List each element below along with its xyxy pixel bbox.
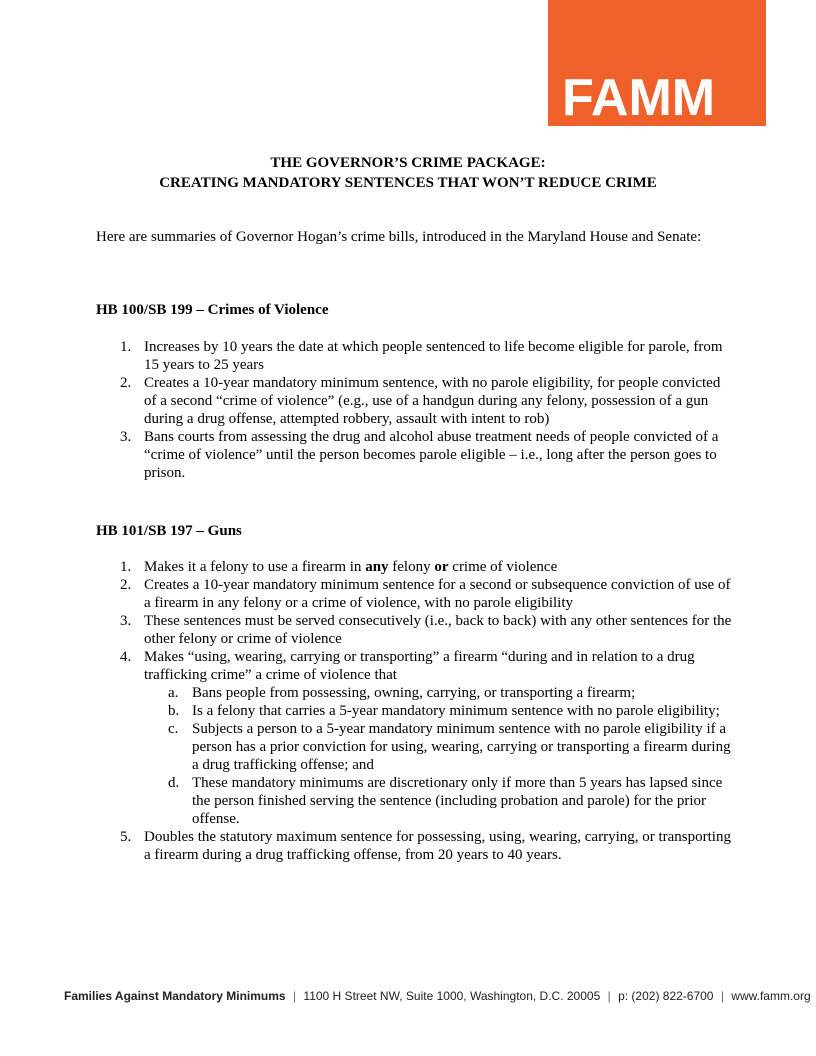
footer-separator: | bbox=[292, 989, 297, 1003]
list-number: 1. bbox=[120, 559, 132, 575]
list-item bbox=[96, 338, 736, 374]
list-item bbox=[96, 576, 736, 612]
list-item-text: Makes “using, wearing, carrying or transporting” a firearm “during and in relation to a drug trafficking crime” a crime of violence that bbox=[144, 649, 695, 683]
section-heading-guns: HB 101/SB 197 – Guns bbox=[96, 523, 242, 539]
list-number: 5. bbox=[120, 829, 132, 845]
list-item bbox=[96, 612, 736, 648]
section-heading-crimes-of-violence: HB 100/SB 199 – Crimes of Violence bbox=[96, 302, 329, 318]
footer-address: 1100 H Street NW, Suite 1000, Washington, D.C. 20005 bbox=[303, 989, 601, 1003]
list-item-text-part: Makes it a felony to use a firearm in bbox=[144, 559, 366, 575]
document-title bbox=[0, 153, 816, 193]
list-number: 2. bbox=[120, 577, 132, 593]
list-item-text: Creates a 10-year mandatory minimum sentence for a second or subsequence conviction of use of a firearm in any felony or a crime of violence, with no parole eligibility bbox=[144, 577, 731, 611]
list-number: 2. bbox=[120, 375, 132, 391]
list-item bbox=[96, 374, 736, 428]
title-line-2: CREATING MANDATORY SENTENCES THAT WON’T REDUCE CRIME bbox=[159, 175, 657, 191]
sub-list bbox=[144, 684, 736, 828]
famm-logo bbox=[548, 0, 766, 126]
sub-list-item-text: Subjects a person to a 5-year mandatory minimum sentence with no parole eligibility if a person has a prior conviction for using, wearing, carrying or transporting a firearm during a drug trafficking offense; and bbox=[192, 721, 731, 773]
footer-separator: | bbox=[720, 989, 724, 1003]
page-footer bbox=[64, 989, 811, 1003]
list-item bbox=[96, 648, 736, 828]
sub-list-item bbox=[144, 684, 736, 702]
sub-list-letter: c. bbox=[168, 721, 179, 737]
sub-list-letter: a. bbox=[168, 685, 179, 701]
list-item-text: Increases by 10 years the date at which people sentenced to life become eligible for parole, from 15 years to 25 years bbox=[144, 339, 723, 373]
crimes-of-violence-list bbox=[96, 338, 736, 482]
list-item-text-part: felony bbox=[388, 559, 435, 575]
title-line-1: THE GOVERNOR’S CRIME PACKAGE: bbox=[270, 155, 546, 171]
list-item-text: Creates a 10-year mandatory minimum sentence, with no parole eligibility, for people convicted of a second “crime of violence” (e.g., use of a handgun during any felony, possession of a gun during a drug offense, attempted robbery, assault with intent to rob) bbox=[144, 375, 721, 427]
list-number: 1. bbox=[120, 339, 132, 355]
sub-list-item bbox=[144, 774, 736, 828]
list-item-text: Doubles the statutory maximum sentence for possessing, using, wearing, carrying, or transporting a firearm during a drug trafficking offense, from 20 years to 40 years. bbox=[144, 829, 731, 863]
emphasis-any: any bbox=[365, 559, 389, 575]
list-item bbox=[96, 428, 736, 482]
sub-list-item-text: Bans people from possessing, owning, carrying, or transporting a firearm; bbox=[192, 685, 636, 701]
guns-list bbox=[96, 558, 736, 864]
list-item-text: These sentences must be served consecutively (i.e., back to back) with any other sentences for the other felony or crime of violence bbox=[144, 613, 732, 647]
logo-text: FAMM bbox=[562, 69, 716, 127]
sub-list-item bbox=[144, 702, 736, 720]
list-number: 3. bbox=[120, 613, 132, 629]
footer-organization: Families Against Mandatory Minimums bbox=[64, 989, 286, 1003]
sub-list-item-text: These mandatory minimums are discretionary only if more than 5 years has lapsed since the person finished serving the sentence (including probation and parole) for the prior offense. bbox=[192, 775, 723, 827]
list-number: 3. bbox=[120, 429, 132, 445]
list-item bbox=[96, 558, 736, 576]
sub-list-letter: d. bbox=[168, 775, 180, 791]
sub-list-item bbox=[144, 720, 736, 774]
emphasis-or: or bbox=[434, 559, 449, 575]
sub-list-item-text: Is a felony that carries a 5-year mandatory minimum sentence with no parole eligibility; bbox=[192, 703, 720, 719]
list-number: 4. bbox=[120, 649, 132, 665]
list-item-text: Bans courts from assessing the drug and alcohol abuse treatment needs of people convicted of a “crime of violence” until the person becomes parole eligible – i.e., long after the person goes to prison. bbox=[144, 429, 719, 481]
list-item-text-part: crime of violence bbox=[448, 559, 558, 575]
footer-separator: | bbox=[607, 989, 611, 1003]
list-item bbox=[96, 828, 736, 864]
intro-paragraph: Here are summaries of Governor Hogan’s crime bills, introduced in the Maryland House and Senate: bbox=[96, 229, 702, 245]
footer-website[interactable]: www.famm.org bbox=[731, 989, 811, 1003]
sub-list-letter: b. bbox=[168, 703, 180, 719]
footer-phone: p: (202) 822-6700 bbox=[618, 989, 714, 1003]
